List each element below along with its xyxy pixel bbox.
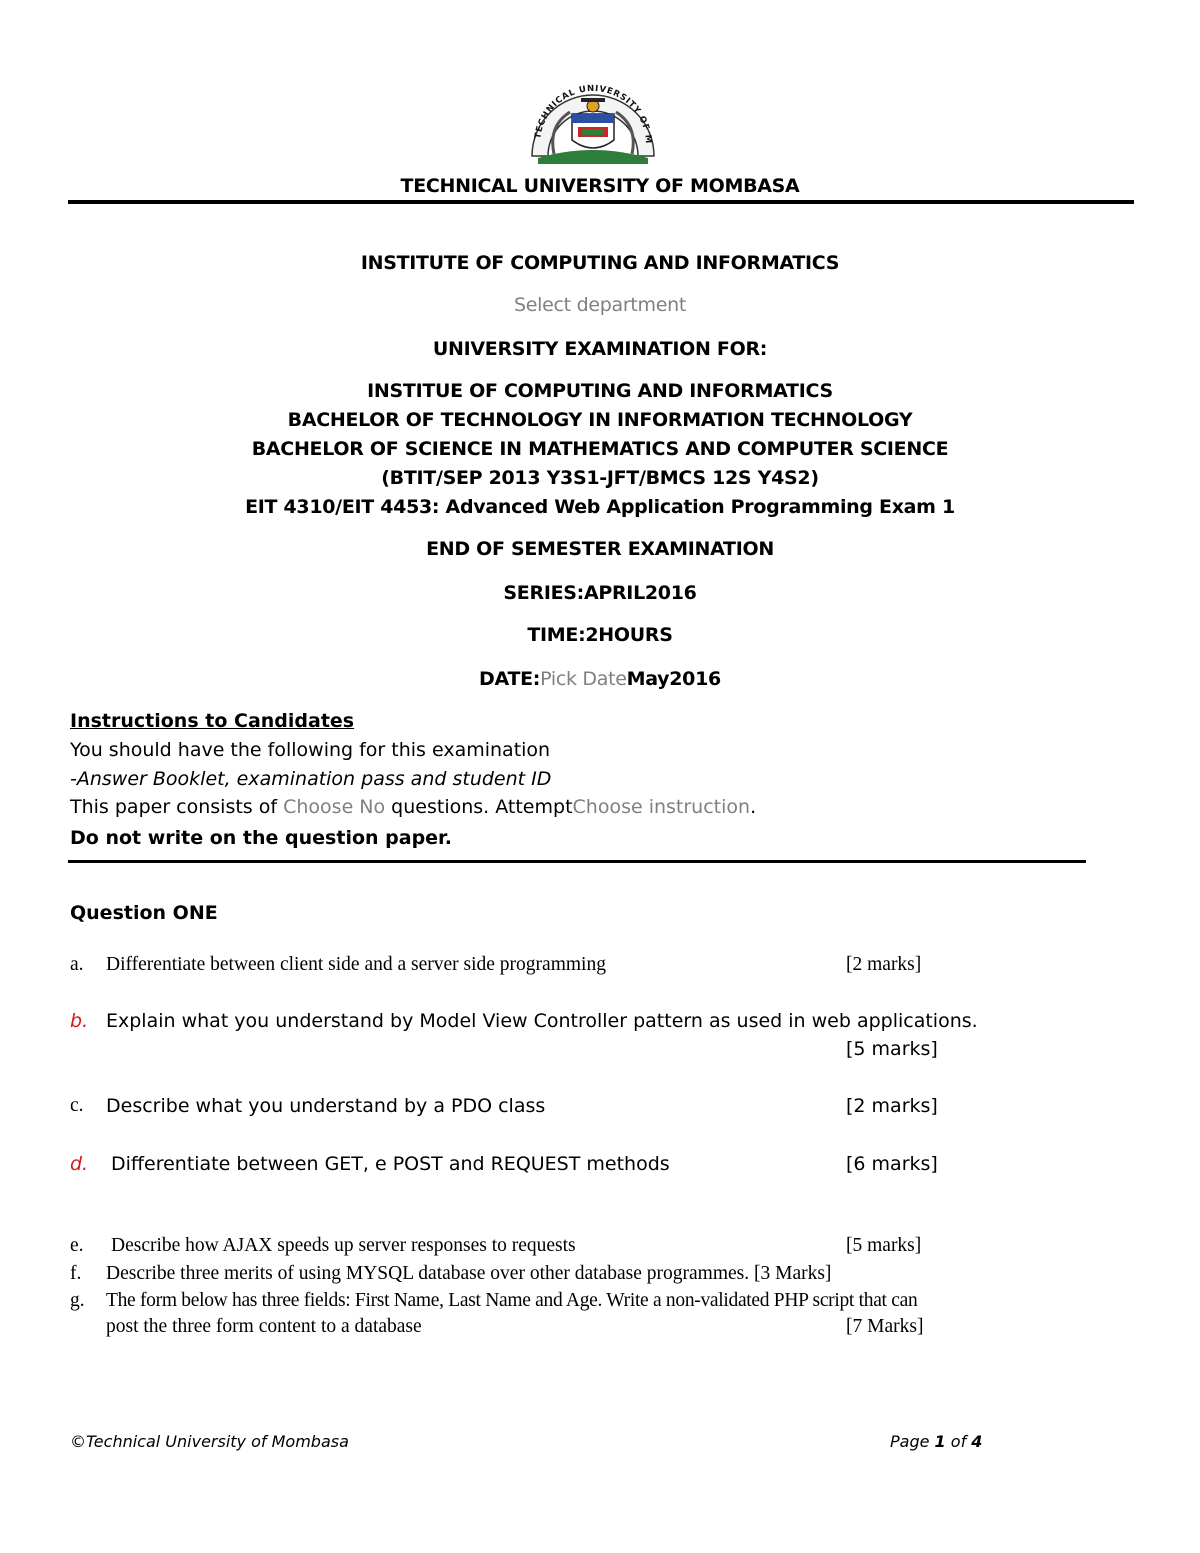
question-text: Differentiate between client side and a server side programming bbox=[106, 954, 606, 975]
question-letter: f. bbox=[70, 1263, 82, 1284]
page-total: 4 bbox=[971, 1432, 983, 1451]
exam-type: END OF SEMESTER EXAMINATION bbox=[426, 538, 774, 560]
exam-time: TIME:2HOURS bbox=[527, 624, 673, 646]
instructions-line: You should have the following for this examination bbox=[70, 739, 551, 761]
university-logo bbox=[526, 74, 660, 164]
date-label: DATE: bbox=[479, 668, 541, 690]
page-current: 1 bbox=[934, 1432, 946, 1451]
question-text: Describe how AJAX speeds up server responses to requests bbox=[111, 1235, 576, 1256]
question-marks: [7 Marks] bbox=[846, 1316, 924, 1337]
footer-copyright: ©Technical University of Mombasa bbox=[70, 1432, 349, 1451]
question-text-continued: post the three form content to a database bbox=[106, 1316, 422, 1337]
question-letter: g. bbox=[70, 1290, 85, 1311]
question-marks: [5 marks] bbox=[846, 1038, 938, 1060]
question-letter: a. bbox=[70, 954, 84, 975]
department-placeholder[interactable]: Select department bbox=[514, 294, 686, 316]
footer-page-number bbox=[890, 1432, 982, 1451]
header-divider bbox=[68, 200, 1134, 204]
programme-line: INSTITUE OF COMPUTING AND INFORMATICS bbox=[367, 380, 833, 402]
question-letter: d. bbox=[70, 1153, 89, 1175]
question-count-placeholder[interactable]: Choose No bbox=[283, 796, 386, 818]
instructions-divider bbox=[68, 860, 1086, 863]
university-name: TECHNICAL UNIVERSITY OF MOMBASA bbox=[400, 175, 800, 197]
programme-line: BACHELOR OF SCIENCE IN MATHEMATICS AND COMPUTER SCIENCE bbox=[251, 438, 949, 460]
question-letter: c. bbox=[70, 1095, 84, 1116]
instruction-placeholder[interactable]: Choose instruction bbox=[572, 796, 751, 818]
programme-code: (BTIT/SEP 2013 Y3S1-JFT/BMCS 12S Y4S2) bbox=[381, 467, 819, 489]
date-placeholder[interactable]: Pick Date bbox=[540, 668, 627, 690]
question-text: Differentiate between GET, e POST and REQUEST methods bbox=[111, 1153, 670, 1175]
question-letter: b. bbox=[70, 1010, 89, 1032]
institute-name: INSTITUTE OF COMPUTING AND INFORMATICS bbox=[360, 252, 840, 274]
question-text: Describe three merits of using MYSQL database over other database programmes. [3 Marks] bbox=[106, 1263, 832, 1284]
page-of: of bbox=[945, 1432, 972, 1451]
question-marks: [5 marks] bbox=[846, 1235, 922, 1256]
course-title: EIT 4310/EIT 4453: Advanced Web Application Programming Exam 1 bbox=[245, 496, 955, 518]
instructions-text: . bbox=[750, 796, 757, 818]
question-marks: [2 marks] bbox=[846, 954, 922, 975]
date-value: May2016 bbox=[626, 668, 721, 690]
question-heading: Question ONE bbox=[70, 902, 218, 924]
question-letter: e. bbox=[70, 1235, 84, 1256]
instructions-text: This paper consists of bbox=[70, 796, 284, 818]
instructions-heading: Instructions to Candidates bbox=[70, 710, 355, 732]
instructions-warning: Do not write on the question paper. bbox=[70, 827, 452, 849]
exam-series: SERIES:APRIL2016 bbox=[503, 582, 697, 604]
svg-text:TECHNICAL UNIVERSITY OF MOMBAS: TECHNICAL UNIVERSITY OF M bbox=[533, 83, 654, 145]
programme-line: BACHELOR OF TECHNOLOGY IN INFORMATION TECHNOLOGY bbox=[287, 409, 913, 431]
instructions-line: -Answer Booklet, examination pass and student ID bbox=[70, 768, 552, 790]
question-text: Explain what you understand by Model View Controller pattern as used in web applications. bbox=[106, 1010, 978, 1032]
instructions-text: questions. Attempt bbox=[385, 796, 573, 818]
question-text: The form below has three fields: First Name, Last Name and Age. Write a non-validated PHP script that can bbox=[106, 1290, 918, 1311]
instructions-line bbox=[70, 796, 756, 818]
question-marks: [6 marks] bbox=[846, 1153, 938, 1175]
page-prefix: Page bbox=[890, 1432, 935, 1451]
exam-for-label: UNIVERSITY EXAMINATION FOR: bbox=[432, 338, 768, 360]
question-marks: [2 marks] bbox=[846, 1095, 938, 1117]
question-text: Describe what you understand by a PDO class bbox=[106, 1095, 546, 1117]
exam-date bbox=[0, 668, 1200, 690]
